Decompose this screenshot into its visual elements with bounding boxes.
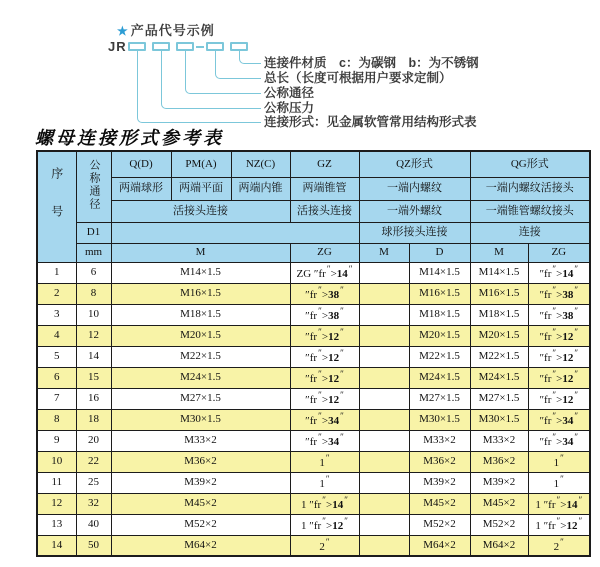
header-col-qg: QG形式	[470, 151, 590, 177]
cell-serial: 8	[37, 409, 76, 430]
header-col-nz: NZ(C)	[231, 151, 290, 177]
cell-m-thread: M20×1.5	[111, 325, 290, 346]
code-box-3	[176, 42, 194, 51]
header-pm-desc: 两端平面	[171, 177, 231, 200]
cell-qz-m	[359, 262, 409, 283]
cell-gz-zg: ZG ″fr″>14″	[290, 262, 359, 283]
cell-m-thread: M16×1.5	[111, 283, 290, 304]
header-gz-desc: 两端锥管	[290, 177, 359, 200]
header-serial: 序号	[37, 151, 76, 262]
cell-gz-zg: ″fr″>12″	[290, 346, 359, 367]
cell-m-thread: M18×1.5	[111, 304, 290, 325]
cell-m-thread: M14×1.5	[111, 262, 290, 283]
cell-qz-d: M39×2	[409, 472, 470, 493]
cell-qz-d: M24×1.5	[409, 367, 470, 388]
header-m: M	[111, 243, 290, 262]
cell-dn: 20	[76, 430, 111, 451]
cell-qz-m	[359, 514, 409, 535]
table-row	[37, 367, 590, 388]
table-row	[37, 262, 590, 283]
cell-qg-zg: ″fr″>38″	[528, 304, 590, 325]
header-d1: D1	[76, 222, 111, 243]
table-row	[37, 346, 590, 367]
cell-qz-m	[359, 409, 409, 430]
cell-qz-m	[359, 451, 409, 472]
cell-dn: 12	[76, 325, 111, 346]
connector-line-5	[137, 51, 261, 123]
cell-qz-d: M18×1.5	[409, 304, 470, 325]
header-col-qz: QZ形式	[359, 151, 470, 177]
table-row	[37, 283, 590, 304]
cell-qz-m	[359, 388, 409, 409]
cell-dn: 14	[76, 346, 111, 367]
cell-qz-m	[359, 304, 409, 325]
table-row	[37, 430, 590, 451]
product-code-prefix: JR	[108, 39, 127, 54]
cell-serial: 2	[37, 283, 76, 304]
cell-dn: 50	[76, 535, 111, 556]
cell-gz-zg: ″fr″>38″	[290, 283, 359, 304]
cell-gz-zg: 2″	[290, 535, 359, 556]
table-row	[37, 325, 590, 346]
cell-qg-zg: ″fr″>34″	[528, 430, 590, 451]
diagram-heading	[117, 20, 215, 39]
cell-qg-m: M39×2	[470, 472, 528, 493]
cell-qg-zg: 2″	[528, 535, 590, 556]
header-zg: ZG	[290, 243, 359, 262]
cell-serial: 1	[37, 262, 76, 283]
cell-serial: 11	[37, 472, 76, 493]
header-qd-desc: 两端球形	[111, 177, 171, 200]
header-qz-conn: 球形接头连接	[359, 222, 470, 243]
cell-qg-m: M36×2	[470, 451, 528, 472]
cell-gz-zg: 1″	[290, 451, 359, 472]
table-row	[37, 304, 590, 325]
label-total-length: 总长（长度可根据用户要求定制）	[264, 71, 452, 85]
cell-serial: 4	[37, 325, 76, 346]
cell-qg-zg: 1″	[528, 451, 590, 472]
table-row	[37, 535, 590, 556]
cell-qg-m: M27×1.5	[470, 388, 528, 409]
cell-m-thread: M39×2	[111, 472, 290, 493]
cell-m-thread: M24×1.5	[111, 367, 290, 388]
cell-gz-zg: ″fr″>34″	[290, 409, 359, 430]
header-union-connection: 活接头连接	[111, 200, 290, 222]
header-empty-cell	[111, 222, 359, 243]
cell-qg-m: M45×2	[470, 493, 528, 514]
cell-qg-zg: ″fr″>38″	[528, 283, 590, 304]
cell-qz-d: M52×2	[409, 514, 470, 535]
cell-qg-zg: ″fr″>12″	[528, 367, 590, 388]
table-row	[37, 493, 590, 514]
diagram-heading-text: 产品代号示例	[130, 23, 215, 38]
cell-m-thread: M22×1.5	[111, 346, 290, 367]
cell-qz-d: M33×2	[409, 430, 470, 451]
label-material: 连接件材质 c：为碳钢 b：为不锈钢	[264, 56, 479, 70]
cell-dn: 8	[76, 283, 111, 304]
cell-qz-m	[359, 493, 409, 514]
code-box-4	[206, 42, 224, 51]
cell-qz-d: M30×1.5	[409, 409, 470, 430]
cell-qz-d: M20×1.5	[409, 325, 470, 346]
header-nominal-diameter: 公称通径	[76, 151, 111, 222]
label-nominal-press: 公称压力	[264, 101, 315, 115]
cell-dn: 25	[76, 472, 111, 493]
cell-qz-m	[359, 367, 409, 388]
header-gz-connection: 活接头连接	[290, 200, 359, 222]
cell-dn: 22	[76, 451, 111, 472]
nut-connection-table	[36, 150, 591, 557]
cell-serial: 13	[37, 514, 76, 535]
cell-dn: 10	[76, 304, 111, 325]
header-qz-d: D	[409, 243, 470, 262]
cell-gz-zg: 1″	[290, 472, 359, 493]
cell-qz-d: M14×1.5	[409, 262, 470, 283]
table-row	[37, 388, 590, 409]
cell-dn: 40	[76, 514, 111, 535]
cell-dn: 15	[76, 367, 111, 388]
cell-serial: 14	[37, 535, 76, 556]
header-qz-desc1: 一端内螺纹	[359, 177, 470, 200]
cell-m-thread: M30×1.5	[111, 409, 290, 430]
cell-qg-m: M22×1.5	[470, 346, 528, 367]
header-nz-desc: 两端内锥	[231, 177, 290, 200]
header-qg-desc2: 一端锥管螺纹接头	[470, 200, 590, 222]
table-row	[37, 514, 590, 535]
header-qz-m: M	[359, 243, 409, 262]
table-body	[37, 262, 590, 556]
code-dash	[196, 46, 204, 48]
cell-serial: 10	[37, 451, 76, 472]
cell-gz-zg: ″fr″>12″	[290, 367, 359, 388]
cell-serial: 5	[37, 346, 76, 367]
cell-qg-m: M52×2	[470, 514, 528, 535]
cell-qz-m	[359, 346, 409, 367]
cell-gz-zg: ″fr″>12″	[290, 388, 359, 409]
cell-qg-m: M20×1.5	[470, 325, 528, 346]
cell-qz-d: M22×1.5	[409, 346, 470, 367]
star-icon: ★	[117, 24, 129, 38]
cell-qg-m: M18×1.5	[470, 304, 528, 325]
header-qg-zg: ZG	[528, 243, 590, 262]
cell-qz-m	[359, 535, 409, 556]
header-qg-desc1: 一端内螺纹活接头	[470, 177, 590, 200]
cell-dn: 18	[76, 409, 111, 430]
cell-qg-zg: ″fr″>12″	[528, 388, 590, 409]
code-box-2	[152, 42, 170, 51]
cell-m-thread: M27×1.5	[111, 388, 290, 409]
cell-qg-zg: 1″	[528, 472, 590, 493]
cell-gz-zg: ″fr″>38″	[290, 304, 359, 325]
cell-qz-d: M27×1.5	[409, 388, 470, 409]
header-mm: mm	[76, 243, 111, 262]
header-qg-m: M	[470, 243, 528, 262]
cell-qg-m: M16×1.5	[470, 283, 528, 304]
cell-qg-zg: ″fr″>14″	[528, 262, 590, 283]
cell-dn: 32	[76, 493, 111, 514]
cell-gz-zg: 1 ″fr″>14″	[290, 493, 359, 514]
label-nominal-dn: 公称通径	[264, 86, 315, 100]
cell-m-thread: M45×2	[111, 493, 290, 514]
cell-qg-m: M33×2	[470, 430, 528, 451]
header-qg-conn: 连接	[470, 222, 590, 243]
table-row	[37, 451, 590, 472]
cell-gz-zg: 1 ″fr″>12″	[290, 514, 359, 535]
cell-serial: 9	[37, 430, 76, 451]
cell-qz-m	[359, 472, 409, 493]
table-row	[37, 472, 590, 493]
cell-dn: 16	[76, 388, 111, 409]
cell-qg-zg: ″fr″>12″	[528, 346, 590, 367]
header-col-pm: PM(A)	[171, 151, 231, 177]
cell-qg-m: M24×1.5	[470, 367, 528, 388]
cell-qz-d: M64×2	[409, 535, 470, 556]
cell-qg-zg: ″fr″>12″	[528, 325, 590, 346]
cell-m-thread: M33×2	[111, 430, 290, 451]
cell-qg-zg: ″fr″>34″	[528, 409, 590, 430]
cell-serial: 3	[37, 304, 76, 325]
cell-qz-d: M36×2	[409, 451, 470, 472]
table-title: 螺母连接形式参考表	[35, 128, 224, 149]
header-qz-desc2: 一端外螺纹	[359, 200, 470, 222]
table-row	[37, 409, 590, 430]
cell-m-thread: M64×2	[111, 535, 290, 556]
cell-qg-m: M14×1.5	[470, 262, 528, 283]
header-col-qd: Q(D)	[111, 151, 171, 177]
cell-qg-m: M64×2	[470, 535, 528, 556]
cell-dn: 6	[76, 262, 111, 283]
cell-qz-m	[359, 430, 409, 451]
cell-serial: 7	[37, 388, 76, 409]
cell-qg-zg: 1 ″fr″>14″	[528, 493, 590, 514]
code-box-1	[128, 42, 146, 51]
cell-m-thread: M36×2	[111, 451, 290, 472]
cell-qz-m	[359, 283, 409, 304]
cell-serial: 12	[37, 493, 76, 514]
cell-qg-m: M30×1.5	[470, 409, 528, 430]
code-box-5	[230, 42, 248, 51]
header-col-gz: GZ	[290, 151, 359, 177]
cell-gz-zg: ″fr″>12″	[290, 325, 359, 346]
cell-qg-zg: 1 ″fr″>12″	[528, 514, 590, 535]
cell-qz-m	[359, 325, 409, 346]
label-conn-form: 连接形式：见金属软管常用结构形式表	[264, 115, 477, 129]
cell-gz-zg: ″fr″>34″	[290, 430, 359, 451]
cell-serial: 6	[37, 367, 76, 388]
cell-qz-d: M45×2	[409, 493, 470, 514]
cell-m-thread: M52×2	[111, 514, 290, 535]
cell-qz-d: M16×1.5	[409, 283, 470, 304]
